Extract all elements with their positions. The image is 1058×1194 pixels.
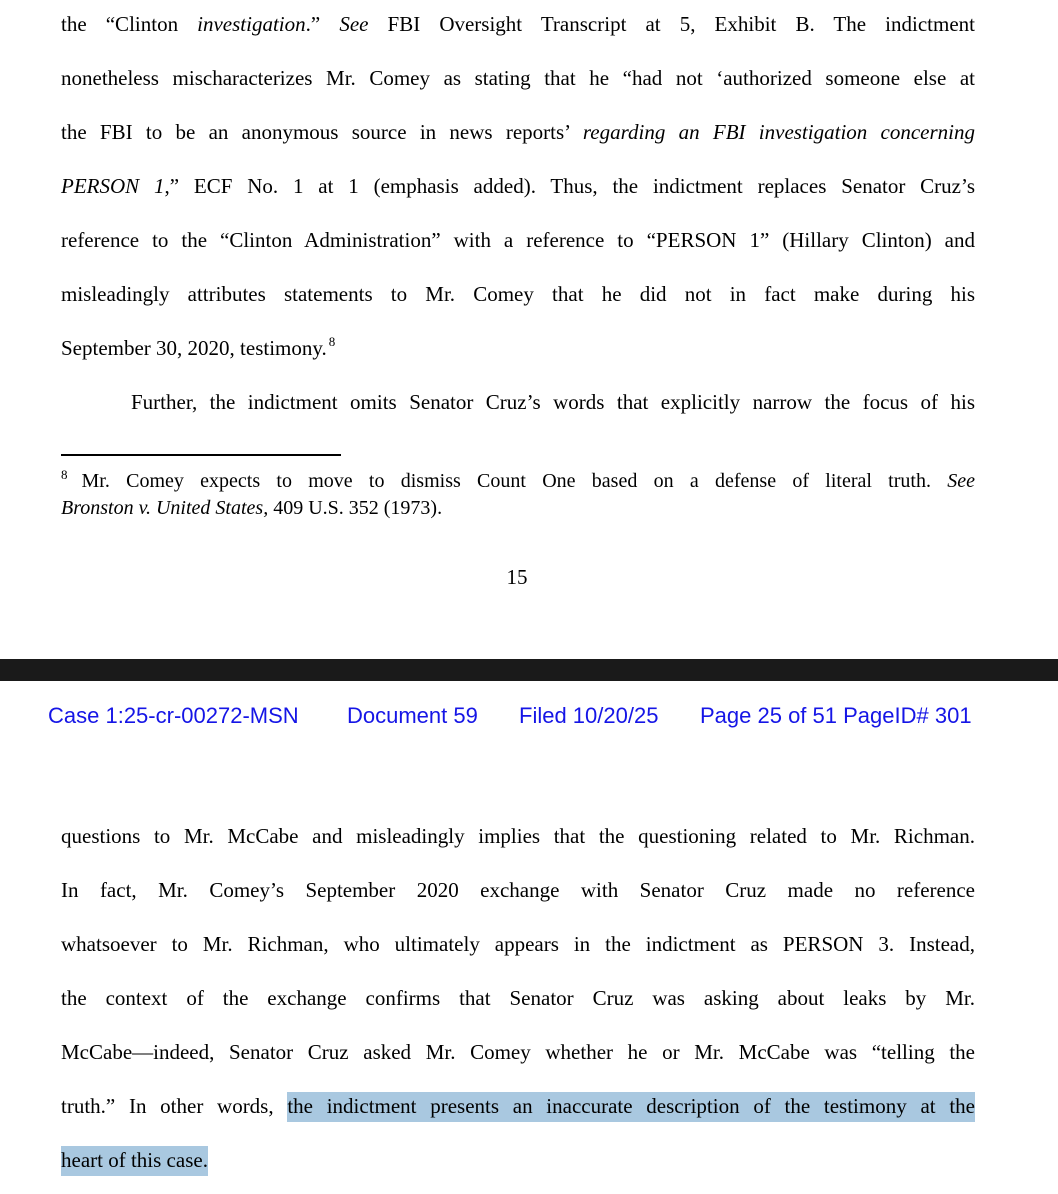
paragraph-line: nonetheless mischaracterizes Mr. Comey as stating that he “had not ‘authorized someone else at: [61, 66, 975, 90]
paragraph-line: the context of the exchange confirms that Senator Cruz was asking about leaks by Mr.: [61, 986, 975, 1010]
paragraph-line: [61, 1147, 975, 1173]
footnote-line: Bronston v. United States, 409 U.S. 352 (1973).: [61, 497, 443, 519]
paragraph-line: Further, the indictment omits Senator Cruz’s words that explicitly narrow the focus of his: [131, 390, 975, 414]
document-number: Document 59: [347, 703, 478, 728]
footnote-ref[interactable]: 8: [328, 334, 336, 349]
page-number: 15: [506, 565, 528, 589]
footnote-line: $^8$ Mr. Comey expects to move to dismiss Count One based on a defense of literal truth. See: [61, 467, 975, 492]
paragraph-line: questions to Mr. McCabe and misleadingly implies that the questioning related to Mr. Richman.: [61, 824, 975, 848]
page-info: Page 25 of 51 PageID# 301: [700, 703, 972, 728]
paragraph-line: the “Clinton investigation.” See FBI Oversight Transcript at 5, Exhibit B. The indictment: [61, 12, 975, 36]
paragraph-line: misleadingly attributes statements to Mr. Comey that he did not in fact make during his: [61, 282, 975, 306]
paragraph-line: In fact, Mr. Comey’s September 2020 exchange with Senator Cruz made no reference: [61, 878, 975, 902]
paragraph-line: whatsoever to Mr. Richman, who ultimately appears in the indictment as PERSON 3. Instead,: [61, 932, 975, 956]
filed-date: Filed 10/20/25: [519, 703, 659, 728]
paragraph-line: reference to the “Clinton Administration” with a reference to “PERSON 1” (Hillary Clinton) and: [61, 228, 975, 252]
text-highlight: heart of this case.: [61, 1146, 208, 1176]
text-highlight: the indictment presents an inaccurate description of the testimony at the: [287, 1092, 975, 1122]
paragraph-line: September 30, 2020, testimony. $^8$: [61, 334, 336, 360]
paragraph-line: McCabe—indeed, Senator Cruz asked Mr. Comey whether he or Mr. McCabe was “telling the: [61, 1040, 975, 1064]
paragraph-line: truth.” In other words, the indictment presents an inaccurate description of the testimony at the: [61, 1093, 975, 1119]
footnote-number: 8: [61, 467, 68, 482]
case-number: Case 1:25-cr-00272-MSN: [48, 703, 299, 728]
footnote-divider: [61, 454, 341, 456]
paragraph-line: the FBI to be an anonymous source in news reports’ regarding an FBI investigation concerning: [61, 120, 976, 144]
paragraph-line: PERSON 1,” ECF No. 1 at 1 (emphasis added). Thus, the indictment replaces Senator Cruz’s: [61, 174, 975, 198]
page-separator: [0, 659, 1058, 681]
